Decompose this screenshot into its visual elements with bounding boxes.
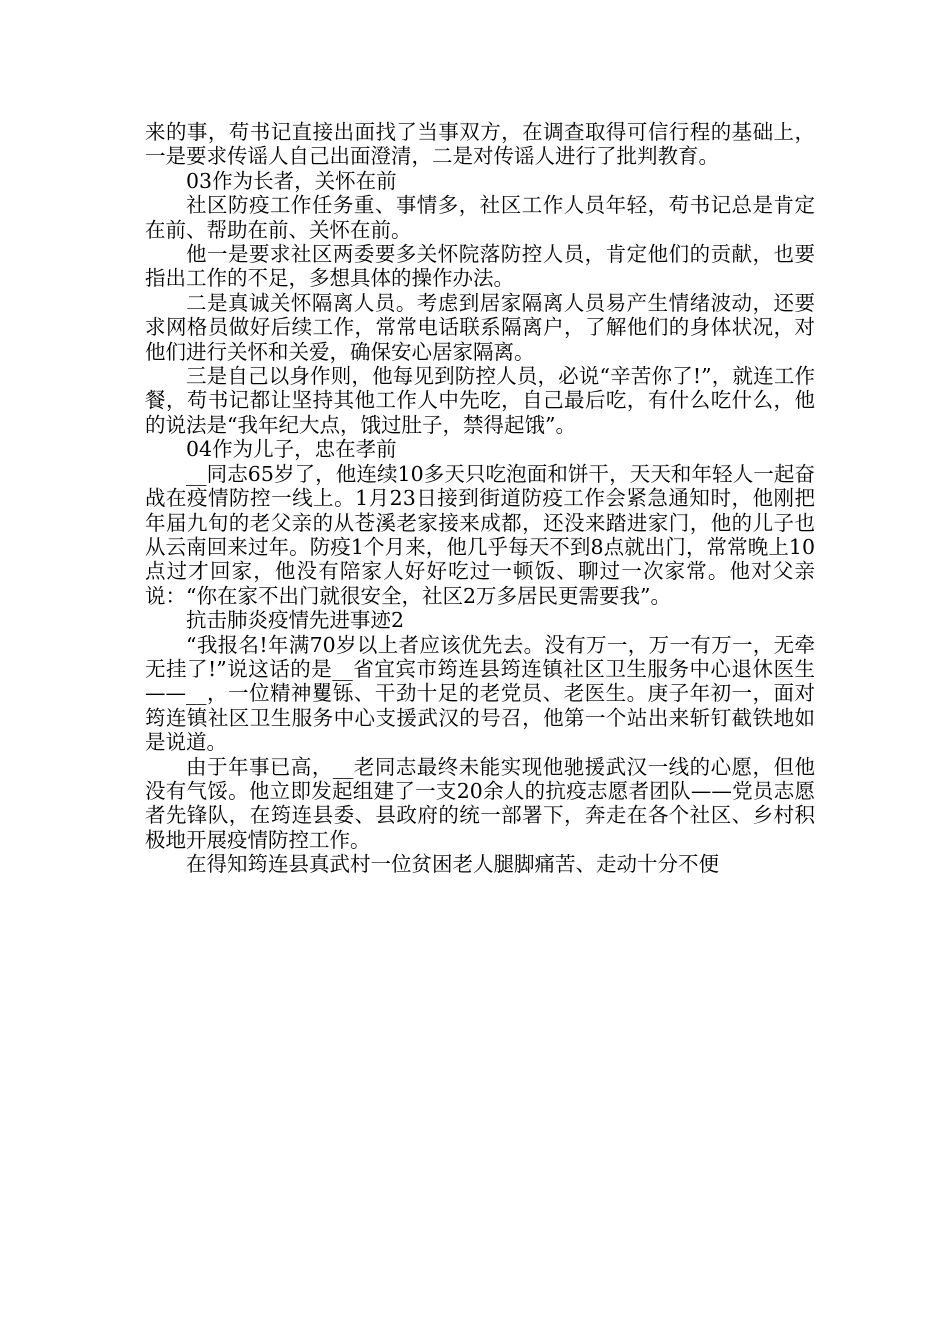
paragraph: 二是真诚关怀隔离人员。考虑到居家隔离人员易产生情绪波动，还要求网格员做好后续工作，常常电话联系隔离户，了解他们的身体状况，对他们进行关怀和关爱，确保安心居家隔离。 <box>145 290 815 364</box>
paragraph: 在得知筠连县真武村一位贫困老人腿脚痛苦、走动十分不便 <box>186 852 719 877</box>
paragraph: 他一是要求社区两委要多关怀院落防控人员，肯定他们的贡献，也要指出工作的不足，多想具体的操作办法。 <box>145 242 815 291</box>
paragraph: 社区防疫工作任务重、事情多，社区工作人员年轻，苟书记总是肯定在前、帮助在前、关怀在前。 <box>145 193 815 242</box>
paragraph-continued: 来的事，苟书记直接出面找了当事双方，在调查取得可信行程的基础上，一是要求传谣人自己出面澄清，二是对传谣人进行了批判教育。 <box>145 120 815 169</box>
paragraph: __同志65岁了，他连续10多天只吃泡面和饼干，天天和年轻人一起奋战在疫情防控一线上。1月23日接到街道防疫工作会紧急通知时，他刚把年届九旬的老父亲的从苍溪老家接来成都，还没来踏进家门，他的儿子也从云南回来过年。防疫1个月来，他几乎每天不到8点就出门，常常晚上10点过才回家，他没有陪家人好好吃过一顿饭、聊过一次家常。他对父亲说：“你在家不出门就很安全，社区2万多居民更需要我”。 <box>145 461 815 608</box>
document-body <box>145 120 815 877</box>
paragraph: 由于年事已高，__老同志最终未能实现他驰援武汉一线的心愿，但他没有气馁。他立即发起组建了一支20余人的抗疫志愿者团队——党员志愿者先锋队，在筠连县委、县政府的统一部署下，奔走在各个社区、乡村积极地开展疫情防控工作。 <box>145 754 815 852</box>
section-heading-03: 03作为长者，关怀在前 <box>186 168 397 193</box>
paragraph: 三是自己以身作则，他每见到防控人员，必说“辛苦你了!”，就连工作餐，苟书记都让坚持其他工作人中先吃，自己最后吃，有什么吃什么，他的说法是“我年纪大点，饿过肚子，禁得起饿”。 <box>145 364 815 437</box>
paragraph: “我报名!年满70岁以上者应该优先去。没有万一，万一有万一，无牵无挂了!”说这话的是__省宜宾市筠连县筠连镇社区卫生服务中心退休医生——__，一位精神矍铄、干劲十足的老党员、老医生。庚子年初一，面对筠连镇社区卫生服务中心支援武汉的号召，他第一个站出来斩钉截铁地如是说道。 <box>145 632 815 755</box>
section-heading-04: 04作为儿子，忠在孝前 <box>186 437 397 462</box>
section-heading-story-2: 抗击肺炎疫情先进事迹2 <box>186 608 405 633</box>
